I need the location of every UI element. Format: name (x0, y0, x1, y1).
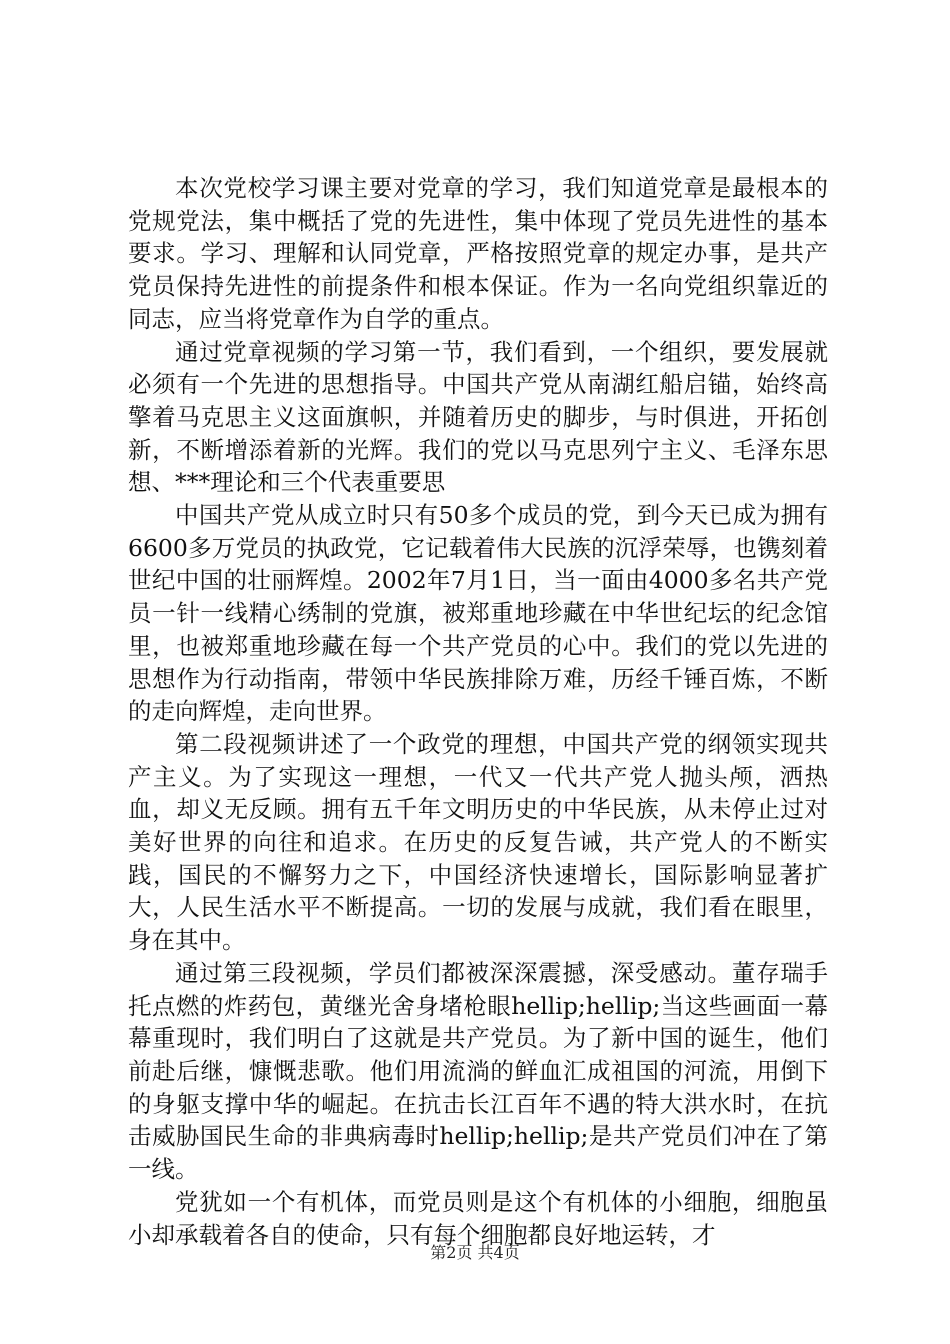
paragraph-5: 通过第三段视频，学员们都被深深震撼，深受感动。董存瑞手托点燃的炸药包，黄继光舍身堵枪眼hellip;hellip;当这些画面一幕幕重现时，我们明白了这就是共产党员。为了新中国的诞生，他们前赴后继，慷慨悲歌。他们用流淌的鲜血汇成祖国的河流，用倒下的身躯支撑中华的崛起。在抗击长江百年不遇的特大洪水时，在抗击威胁国民生命的非典病毒时hellip;hellip;是共产党员们冲在了第一线。 (128, 958, 828, 1184)
document-body (128, 172, 828, 1251)
paragraph-6: 党犹如一个有机体，而党员则是这个有机体的小细胞，细胞虽小却承载着各自的使命，只有每个细胞都良好地运转，才 (128, 1187, 828, 1249)
paragraph-1: 本次党校学习课主要对党章的学习，我们知道党章是最根本的党规党法，集中概括了党的先进性，集中体现了党员先进性的基本要求。学习、理解和认同党章，严格按照党章的规定办事，是共产党员保持先进性的前提条件和根本保证。作为一名向党组织靠近的同志，应当将党章作为自学的重点。 (128, 174, 828, 333)
paragraph-3: 中国共产党从成立时只有50多个成员的党，到今天已成为拥有6600多万党员的执政党，它记载着伟大民族的沉浮荣辱，也镌刻着世纪中国的壮丽辉煌。2002年7月1日，当一面由4000多名共产党员一针一线精心绣制的党旗，被郑重地珍藏在中华世纪坛的纪念馆里，也被郑重地珍藏在每一个共产党员的心中。我们的党以先进的思想作为行动指南，带领中华民族排除万难，历经千锤百炼，不断的走向辉煌，走向世界。 (128, 501, 828, 726)
page-footer: 第2页 共4页 (430, 1243, 520, 1262)
paragraph-2: 通过党章视频的学习第一节，我们看到，一个组织，要发展就必须有一个先进的思想指导。中国共产党从南湖红船启锚，始终高擎着马克思主义这面旗帜，并随着历史的脚步，与时俱进，开拓创新，不断增添着新的光辉。我们的党以马克思列宁主义、毛泽东思想、***理论和三个代表重要思 (128, 337, 828, 497)
paragraph-4: 第二段视频讲述了一个政党的理想，中国共产党的纲领实现共产主义。为了实现这一理想，一代又一代共产党人抛头颅，洒热血，却义无反顾。拥有五千年文明历史的中华民族，从未停止过对美好世界的向往和追求。在历史的反复告诫，共产党人的不断实践，国民的不懈努力之下，中国经济快速增长，国际影响显著扩大，人民生活水平不断提高。一切的发展与成就，我们看在眼里，身在其中。 (128, 729, 828, 955)
